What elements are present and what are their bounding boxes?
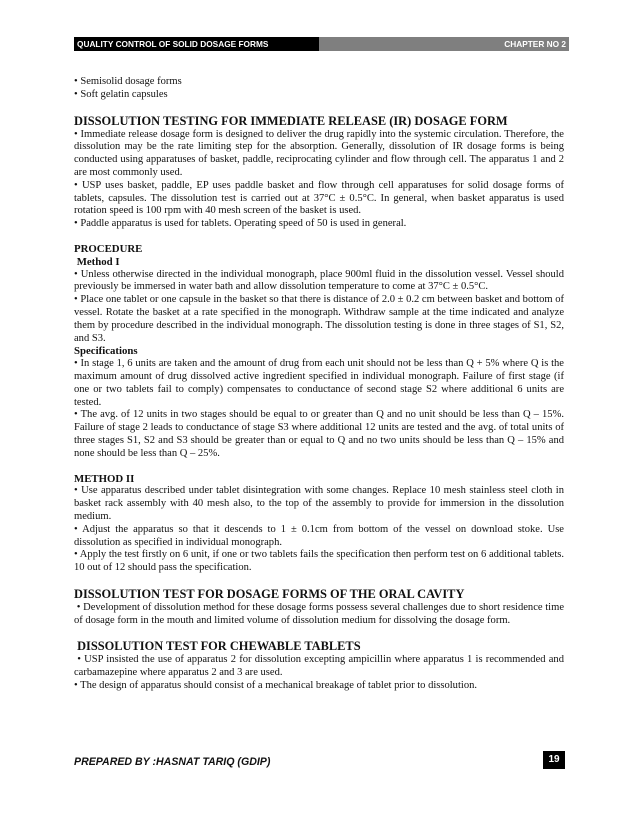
section-heading-oral: DISSOLUTION TEST FOR DOSAGE FORMS OF THE ORAL CAVITY xyxy=(74,586,465,601)
procedure-heading: PROCEDURE xyxy=(74,242,143,255)
method1-heading: Method I xyxy=(74,255,120,268)
specifications-heading: Specifications xyxy=(74,345,138,358)
intro-item: • Semisolid dosage forms xyxy=(74,76,182,87)
header-chapter: CHAPTER NO 2 xyxy=(319,37,569,51)
paragraph: • Use apparatus described under tablet disintegration with some changes. Replace 10 mesh stainless steel cloth in basket rack assembly with 40 mesh also, to the top of the assembly to provide for immersion in the dissolution medium. xyxy=(74,485,564,522)
section-heading-ir: DISSOLUTION TESTING FOR IMMEDIATE RELEASE (IR) DOSAGE FORM xyxy=(74,113,508,128)
paragraph: • USP uses basket, paddle, EP uses paddle basket and flow through cell apparatuses for solid dosage forms of tablets, capsules. The dissolution test is carried out at 37°C ± 0.5°C. In general, when basket apparatus is used rotation speed is 100 rpm with 40 mesh screen of the basket is used. xyxy=(74,179,564,217)
prepared-by: PREPARED BY :HASNAT TARIQ (GDIP) xyxy=(74,756,271,768)
paragraph: • Unless otherwise directed in the individual monograph, place 900ml fluid in the dissolution vessel. Vessel should previously be immersed in water bath and allow dissolution temperature to come at 37°C ± 0.5°C. xyxy=(74,268,564,293)
paragraph: • Development of dissolution method for these dosage forms possess several challenges due to short residence time of dosage form in the mouth and limited volume of dissolution medium for dissolving the dosage form. xyxy=(74,601,567,626)
method2-heading: METHOD II xyxy=(74,472,135,485)
paragraph: • Paddle apparatus is used for tablets. Operating speed of 50 is used in general. xyxy=(74,218,407,230)
header-title: QUALITY CONTROL OF SOLID DOSAGE FORMS xyxy=(74,37,319,51)
paragraph: • Apply the test firstly on 6 unit, if one or two tablets fails the specification then perform test on 6 additional tablets. 10 out of 12 should pass the specification. xyxy=(74,549,564,574)
running-header xyxy=(74,37,569,51)
page-number: 19 xyxy=(543,751,565,769)
intro-item: • Soft gelatin capsules xyxy=(74,88,168,100)
paragraph: • The design of apparatus should consist of a mechanical breakage of tablet prior to dissolution. xyxy=(74,680,478,692)
paragraph: • USP insisted the use of apparatus 2 for dissolution excepting ampicillin where apparatus 1 is recommended and carbamazepine where apparatus 2 and 3 are used. xyxy=(74,654,567,679)
paragraph: • Place one tablet or one capsule in the basket so that there is distance of 2.0 ± 0.2 cm between basket and bottom of vessel. Rotate the basket at a rate specified in the monograph. Withdraw sample at the time indicated and analyze them by procedure described in the individual monograph. The dissolution testing is done in three stages of S1, S2, and S3. xyxy=(74,294,564,344)
paragraph: • Adjust the apparatus so that it descends to 1 ± 0.1cm from bottom of the vessel on download stoke. Use dissolution as specified in individual monograph. xyxy=(74,523,564,548)
section-heading-chewable: DISSOLUTION TEST FOR CHEWABLE TABLETS xyxy=(74,639,361,654)
paragraph: • The avg. of 12 units in two stages should be equal to or greater than Q and no unit should be less than Q – 15%. Failure of stage 2 leads to conductance of stage S3 where additional 12 units are tested and the avg. of total units of three stages S1, S2 and S3 should be greater than or equal to Q and no two units should be less than Q – 15% and none should be less than Q – 25%. xyxy=(74,409,564,459)
paragraph: • Immediate release dosage form is designed to deliver the drug rapidly into the systemic circulation. Therefore, the dissolution may be the rate limiting step for the absorption. Generally, dissolution of IR dosage forms is being conducted using apparatuses of basket, paddle, reciprocating cylinder and flow through cell. The apparatus 1 and 2 are most commonly used. xyxy=(74,128,564,178)
paragraph: • In stage 1, 6 units are taken and the amount of drug from each unit should not be less than Q + 5% where Q is the maximum amount of drug dissolved active ingredient specified in individual monograph. Failure of first stage (if one or two tablets fail to comply) compensates to conductance of second stage S2 where additional 6 units are tested. xyxy=(74,358,564,408)
page-body xyxy=(74,76,567,693)
